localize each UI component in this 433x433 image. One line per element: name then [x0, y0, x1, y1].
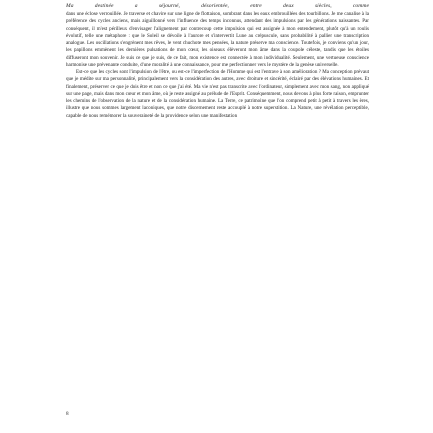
running-head-line: Ma destinée a séjourné, désorientée, entre deux siècles, comme: [66, 3, 369, 9]
paragraph-1: dans une éclose verrouillée. Je traverse et chavire sur une ligne de flottaison, sombrant dans les eaux embrouillées des tourbillons. Je me canalise à la préférence des cycles anciens, mais aiguillonné vers l'influence des temps inconnus, attendant des impulsions par les générations naissantes. Par conséquent, il m'est périlleux d'envisager l'alignement par contrecoup cette impulsion qui est assignée à mon entendement, plutôt qu'à un roulis évolutif, telle une métaphore : que le Soleil se dévoile à l'aurore et s'intervertit Lune au crépuscule, sans probabilité à pallier une transcription analogue. Les oscillations s'engrènent mes rêves, le vent chuchote mes pensées, la nature préserve ma conscience. Toutefois, je conviens qu'un jour, les papillons emmènent les dernières pulsations de mon cœur, les oiseaux élèveront mon âme dans la coupole céleste, tandis que les étoiles diffuseront mon souvenir. Je suis ce que je suis, de ce fait, mon existence est connectée à mon individualité. Seulement, une vertueuse conscience harmonise une prévenante conduite, d'une moralité à une connaissance, pour me perfectionner vers le mystère de la genèse universelle.: [66, 11, 369, 68]
paragraph-2: Est-ce que les cycles sont l'impulsion de l'être, ou est-ce l'imperfection de l'Homme qui est l'entrave à son amélioration ? Ma conception prévaut que je médite sur ma personnalité, principalement vers la considération des autres, avec droiture et sincérité, éclairé par des élévations humaines. Et finalement, préserver ce que je dois être et non ce que j'ai été. Ma vie n'est pas transcrite avec l'ordinateur, simplement avec mon sang, non appliqué sur une page, mais dans mon cœur et mon âme, où je reste assigné au prélude de l'Esprit. Conséquemment, nous devons à plus forte raison, emprunter les chemins de l'observation de la nature et de la considération humaine. La Terre, ce patrimoine que l'on comprend petit à petit à travers les ères, illustre que nous sommes largement laconiques, que notre discernement reste accouplé à notre superstition. La Nature, une révélation perceptible, capable de nous remémorer la souveraineté de la providence selon une manifestation: [66, 69, 369, 119]
page-number: 8: [66, 411, 69, 417]
document-page: [66, 3, 369, 431]
body-text: [66, 11, 369, 120]
